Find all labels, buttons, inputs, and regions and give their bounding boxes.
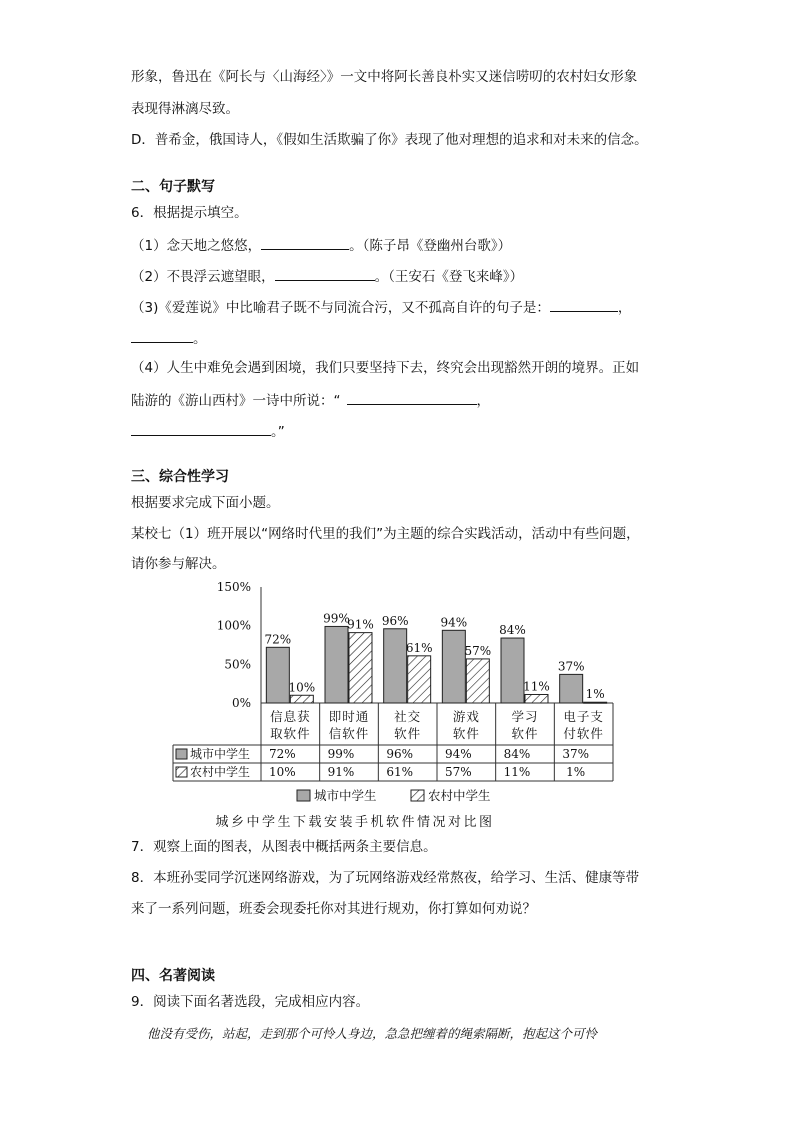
y-tick-label: 100% [216, 618, 251, 633]
data-label: 37% [557, 659, 585, 674]
data-label: 11% [523, 679, 550, 694]
section3-para-2: 请你参与解决。 [131, 556, 226, 572]
data-label: 96% [381, 613, 409, 628]
table-cell: 96% [386, 747, 414, 761]
category-label: 电子支 [563, 709, 604, 724]
sentence-3 [131, 297, 631, 317]
bar-city [384, 629, 407, 703]
blank-2[interactable] [275, 266, 375, 281]
sentence-1-source: 。（陈子昂《登幽州台歌》） [349, 238, 512, 254]
section4-title: 四、名著阅读 [131, 968, 215, 984]
bar-city [266, 647, 289, 703]
question-6: 6．根据提示填空。 [131, 205, 248, 221]
sentence-4-close: 。” [271, 424, 285, 440]
question-9: 9．阅读下面名著选段，完成相应内容。 [131, 994, 370, 1010]
sentence-1 [131, 235, 511, 255]
blank-4a[interactable] [347, 390, 477, 405]
question-8-line-2: 来了一系列问题，班委会现委托你对其进行规劝，你打算如何劝说？ [131, 901, 536, 917]
y-tick-label: 0% [231, 696, 251, 710]
table-cell: 72% [268, 747, 296, 761]
category-label: 取软件 [270, 726, 311, 741]
bar-city [442, 630, 465, 703]
category-label: 信息获 [270, 709, 311, 724]
section3-intro: 根据要求完成下面小题。 [131, 495, 280, 511]
data-label: 61% [405, 640, 433, 655]
table-cell: 61% [386, 765, 414, 779]
table-cell: 57% [444, 765, 472, 779]
category-label: 软件 [511, 726, 539, 741]
sentence-3-end: 。 [193, 331, 207, 347]
bar-city [325, 626, 348, 703]
blank-3b[interactable] [131, 328, 193, 343]
category-label: 即时通 [328, 709, 370, 724]
table-cell: 99% [327, 747, 355, 761]
data-label: 91% [347, 617, 374, 632]
blank-4b[interactable] [131, 421, 271, 436]
legend-swatch [411, 790, 424, 801]
sentence-4-end [131, 421, 285, 441]
sentence-1-prompt: （1）念天地之悠悠， [131, 238, 262, 254]
y-tick-label: 50% [224, 657, 251, 672]
data-label: 84% [499, 623, 526, 638]
bar-rural [290, 695, 313, 703]
table-series-name: 城市中学生 [190, 747, 251, 761]
section3-para-1: 某校七（1）班开展以“网络时代里的我们”为主题的综合实践活动，活动中有些问题， [131, 526, 640, 542]
table-cell: 1% [566, 765, 586, 779]
bar-city [560, 674, 583, 703]
option-c-text-1: 形象，鲁迅在《阿长与〈山海经〉》一文中将阿长善良朴实又迷信唠叨的农村妇女形象 [131, 69, 638, 85]
category-label: 游戏 [452, 709, 480, 724]
blank-1[interactable] [261, 235, 349, 250]
category-label: 软件 [394, 726, 422, 741]
legend-swatch [297, 790, 310, 801]
data-label: 94% [440, 615, 468, 630]
category-label: 信软件 [328, 726, 370, 741]
bar-rural [525, 694, 548, 703]
sentence-3-comma: ， [617, 300, 632, 316]
bar-rural [408, 656, 431, 703]
table-cell: 37% [562, 747, 590, 761]
table-cell: 10% [268, 765, 296, 779]
table-cell: 94% [444, 747, 472, 761]
legend-label: 城市中学生 [314, 788, 377, 803]
category-label: 社交 [394, 709, 422, 724]
question-8-line-1: 8．本班孙雯同学沉迷网络游戏，为了玩网络游戏经常熬夜，给学习、生活、健康等带 [131, 870, 640, 886]
sentence-4-cont [131, 390, 490, 410]
chart-title: 城乡中学生下载安装手机软件情况对比图 [215, 815, 495, 830]
data-label: 99% [323, 611, 350, 626]
option-d-text: D．普希金，俄国诗人，《假如生活欺骗了你》表现了他对理想的追求和对未来的信念。 [131, 132, 648, 148]
data-label: 10% [288, 680, 316, 695]
bar-city [501, 638, 524, 703]
table-cell: 11% [503, 765, 531, 779]
question-7: 7．观察上面的图表，从图表中概括两条主要信息。 [131, 839, 437, 855]
novel-excerpt: 他没有受伤，站起，走到那个可怜人身边，急急把缠着的绳索隔断，抱起这个可怜 [147, 1026, 598, 1041]
table-cell: 84% [503, 747, 531, 761]
sentence-2-source: 。（王安石《登飞来峰》） [374, 269, 524, 285]
sentence-4-prompt: 陆游的《游山西村》一诗中所说：“ [131, 393, 341, 409]
category-label: 学习 [511, 709, 539, 724]
bar-rural [584, 702, 607, 703]
bar-rural [466, 659, 489, 703]
sentence-3-prompt: （3)《爱莲说》中比喻君子既不与同流合污，又不孤高自许的句子是： [131, 300, 550, 316]
data-label: 1% [585, 687, 605, 702]
sentence-4: （4）人生中难免会遇到困境，我们只要坚持下去，终究会出现豁然开朗的境界。正如 [131, 360, 640, 376]
sentence-2 [131, 266, 523, 286]
sentence-3-cont [131, 328, 207, 348]
blank-3a[interactable] [550, 297, 618, 312]
table-legend-swatch [176, 749, 187, 759]
table-series-name: 农村中学生 [190, 765, 251, 779]
section3-title: 三、综合性学习 [131, 469, 229, 485]
category-label: 软件 [452, 726, 480, 741]
category-label: 付软件 [563, 726, 604, 741]
data-label: 57% [464, 643, 492, 658]
y-tick-label: 150% [216, 580, 251, 594]
table-cell: 91% [327, 765, 355, 779]
data-label: 72% [264, 632, 292, 647]
bar-chart [190, 578, 615, 830]
section2-title: 二、句子默写 [131, 179, 215, 195]
table-legend-swatch [176, 767, 187, 777]
sentence-4-comma: ， [476, 393, 490, 409]
option-c-text-2: 表现得淋漓尽致。 [131, 101, 239, 117]
sentence-2-prompt: （2）不畏浮云遮望眼， [131, 269, 275, 285]
legend-label: 农村中学生 [428, 788, 491, 803]
bar-rural [349, 633, 372, 703]
